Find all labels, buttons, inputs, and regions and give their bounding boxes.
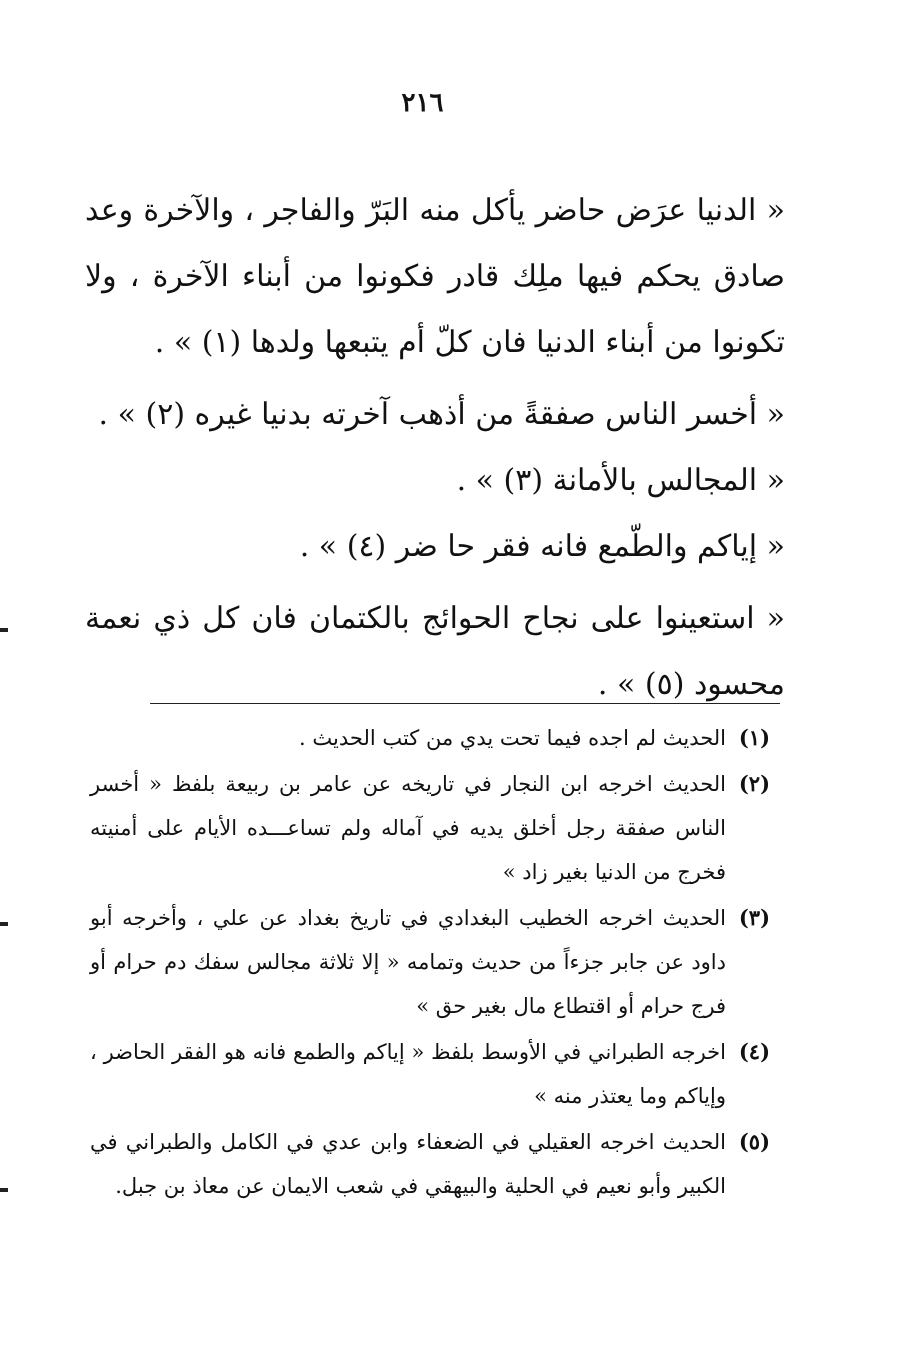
footnote-text: الحديث اخرجه العقيلي في الضعفاء وابن عدي في الكامل والطبراني في الكبير وأبو نعيم في الحلية والبيهقي في شعب الايمان عن معاذ بن جبل.: [90, 1130, 726, 1198]
hadith-paragraph-2: « أخسر الناس صفقةً من أذهب آخرته بدنيا غيره (٢) » .: [98, 397, 785, 432]
footnote-divider: [150, 703, 780, 704]
main-text: [85, 178, 785, 724]
hadith-paragraph-4: « إياكم والطّمع فانه فقر حا ضر (٤) » .: [299, 529, 785, 564]
footnote-1: [90, 716, 770, 760]
hadith-paragraph-5: « استعينوا على نجاح الحوائج بالكتمان فان كل ذي نعمة محسود (٥) » .: [85, 601, 785, 702]
footnote-number: (٢): [738, 771, 770, 796]
footnote-text: الحديث اخرجه الخطيب البغدادي في تاريخ بغداد عن علي ، وأخرجه أبو داود عن جابر جزءاً من حديث وتمامه « إلا ثلاثة مجالس سفك دم حرام أو فرج حرام أو اقتطاع مال بغير حق »: [90, 906, 726, 1018]
footnote-number: (٥): [738, 1129, 770, 1154]
hadith-paragraph-1: « الدنيا عرَض حاضر يأكل منه البَرّ والفاجر ، والآخرة وعد صادق يحكم فيها ملِك قادر فكونوا من أبناء الآخرة ، ولا تكونوا من أبناء الدنيا فان كلّ أم يتبعها ولدها (١) » .: [85, 193, 785, 360]
scan-edge-mark: [0, 1188, 8, 1192]
footnote-3: [90, 896, 770, 1028]
footnote-text: الحديث اخرجه ابن النجار في تاريخه عن عامر بن ربيعة بلفظ « أخسر الناس صفقة رجل أخلق يديه في آماله ولم تساعـــده الأيام على أمنيته فخرج من الدنيا بغير زاد »: [90, 772, 726, 884]
footnote-text: اخرجه الطبراني في الأوسط بلفظ « إياكم والطمع فانه هو الفقر الحاضر ، وإياكم وما يعتذر منه »: [90, 1040, 726, 1108]
footnote-number: (٣): [738, 905, 770, 930]
footnote-5: [90, 1120, 770, 1208]
footnote-2: [90, 762, 770, 894]
page-number: ٢١٦: [401, 88, 444, 118]
footnotes: [90, 716, 770, 1210]
footnote-number: (١): [738, 725, 770, 750]
footnote-text: الحديث لم اجده فيما تحت يدي من كتب الحديث .: [299, 726, 726, 750]
scan-edge-mark: [0, 922, 8, 926]
scan-edge-mark: [0, 628, 8, 632]
footnote-4: [90, 1030, 770, 1118]
hadith-paragraph-3: « المجالس بالأمانة (٣) » .: [456, 463, 785, 498]
footnote-number: (٤): [738, 1039, 770, 1064]
